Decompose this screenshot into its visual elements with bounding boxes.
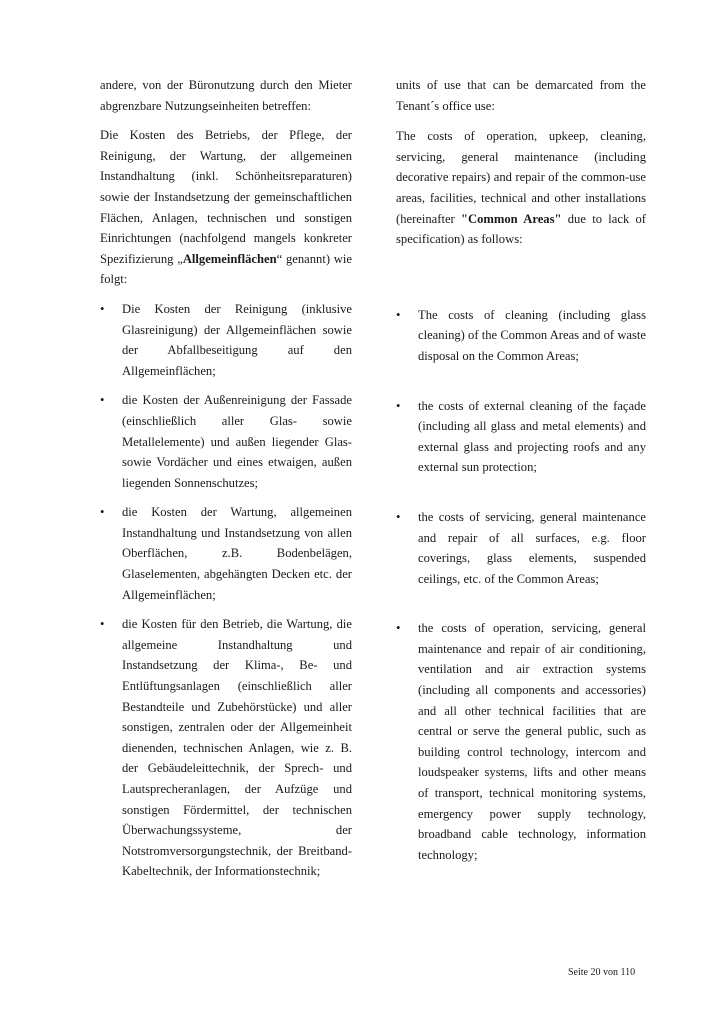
german-costs-text-start: Die Kosten des Betriebs, der Pflege, der Reinigung, der Wartung, der allgemeinen Instandhaltung (inkl. Schönheitsreparaturen) sowie der Instandsetzung der gemeinschaftlichen Flächen, Anlagen, technischen und sonstigen Einrichtungen (nachfolgend mangels konkreter Spezifizierung „ (100, 128, 352, 266)
german-costs-paragraph (100, 125, 352, 290)
english-column (396, 75, 646, 865)
list-item-text: The costs of cleaning (including glass cleaning) of the Common Areas and of waste disposal on the Common Areas; (418, 307, 646, 363)
list-item (100, 502, 352, 605)
english-intro-paragraph: units of use that can be demarcated from the Tenant´s office use: (396, 78, 646, 113)
bullet-icon: • (396, 621, 401, 636)
german-defined-term: Allgemeinflächen (182, 251, 277, 266)
english-defined-term: "Common Areas" (461, 211, 562, 226)
bullet-icon: • (100, 393, 105, 408)
list-item (100, 614, 352, 882)
german-bullet-list (100, 299, 352, 882)
list-item (100, 299, 352, 381)
english-costs-text-end: due to lack of specification) as follows: (396, 211, 647, 247)
list-item (396, 507, 646, 589)
bullet-icon: • (100, 505, 105, 520)
list-item-text: die Kosten für den Betrieb, die Wartung, die allgemeine Instandhaltung und Instandsetzung der Klima-, Be- und Entlüftungsanlagen (einschließlich aller Bestandteile und Zubehörstücke) und aller sonstigen, zentralen oder der Allgemeinheit dienenden, technischen Anlagen, wie z. B. der Gebäudeleittechnik, der Sprech- und Lautsprecheranlagen, der Aufzüge und sonstigen Fördermittel, der technischen Überwachungssysteme, der Notstromversorgungstechnik, der Breitband-Kabeltechnik, der Informationstechnik; (122, 617, 352, 879)
bullet-icon: • (396, 307, 401, 322)
list-item-text: the costs of servicing, general maintenance and repair of all surfaces, e.g. floor coverings, glass elements, suspended ceilings, etc. of the Common Areas; (418, 509, 646, 586)
english-costs-paragraph (396, 126, 646, 250)
german-intro-paragraph: andere, von der Büronutzung durch den Mieter abgrenzbare Nutzungseinheiten betreffen: (100, 78, 352, 113)
list-item-text: die Kosten der Außenreinigung der Fassade (einschließlich aller Glas- sowie Metallelemente) und außen liegender Glas- sowie Vordächer und eines etwaigen, außen liegenden Sonnenschutzes; (122, 393, 352, 490)
bullet-icon: • (100, 301, 105, 316)
bullet-icon: • (396, 509, 401, 524)
german-costs-text-end: “ genannt) wie folgt: (100, 251, 352, 287)
bullet-icon: • (396, 398, 401, 413)
list-item-text: the costs of operation, servicing, general maintenance and repair of air conditioning, ventilation and air extraction systems (including all components and accessories) and all other technical facilities that are central or serve the general public, such as building control technology, intercom and loudspeaker systems, lifts and other means of transport, technical monitoring systems, emergency power supply technology, broadband cable technology, information technology; (418, 621, 646, 862)
german-column (100, 75, 352, 882)
page-number: Seite 20 von 110 (568, 967, 636, 978)
list-item (396, 305, 646, 367)
list-item-text: Die Kosten der Reinigung (inklusive Glasreinigung) der Allgemeinflächen sowie der Abfallbeseitigung auf den Allgemeinflächen; (122, 301, 352, 378)
list-item (396, 396, 646, 478)
bullet-icon: • (100, 617, 105, 632)
list-item (396, 618, 646, 865)
list-item-text: die Kosten der Wartung, allgemeinen Instandhaltung und Instandsetzung von allen Oberflächen, z.B. Bodenbelägen, Glaselementen, abgehängten Decken etc. der Allgemeinflächen; (122, 505, 352, 602)
english-bullet-list (396, 305, 646, 866)
list-item (100, 390, 352, 493)
list-item-text: the costs of external cleaning of the façade (including all glass and metal elements) and external glass and projecting roofs and any external sun protection; (418, 398, 646, 475)
english-costs-text-start: The costs of operation, upkeep, cleaning, servicing, general maintenance (including decorative repairs) and repair of the common-use areas, facilities, technical and other installations (hereinafter (396, 129, 646, 226)
